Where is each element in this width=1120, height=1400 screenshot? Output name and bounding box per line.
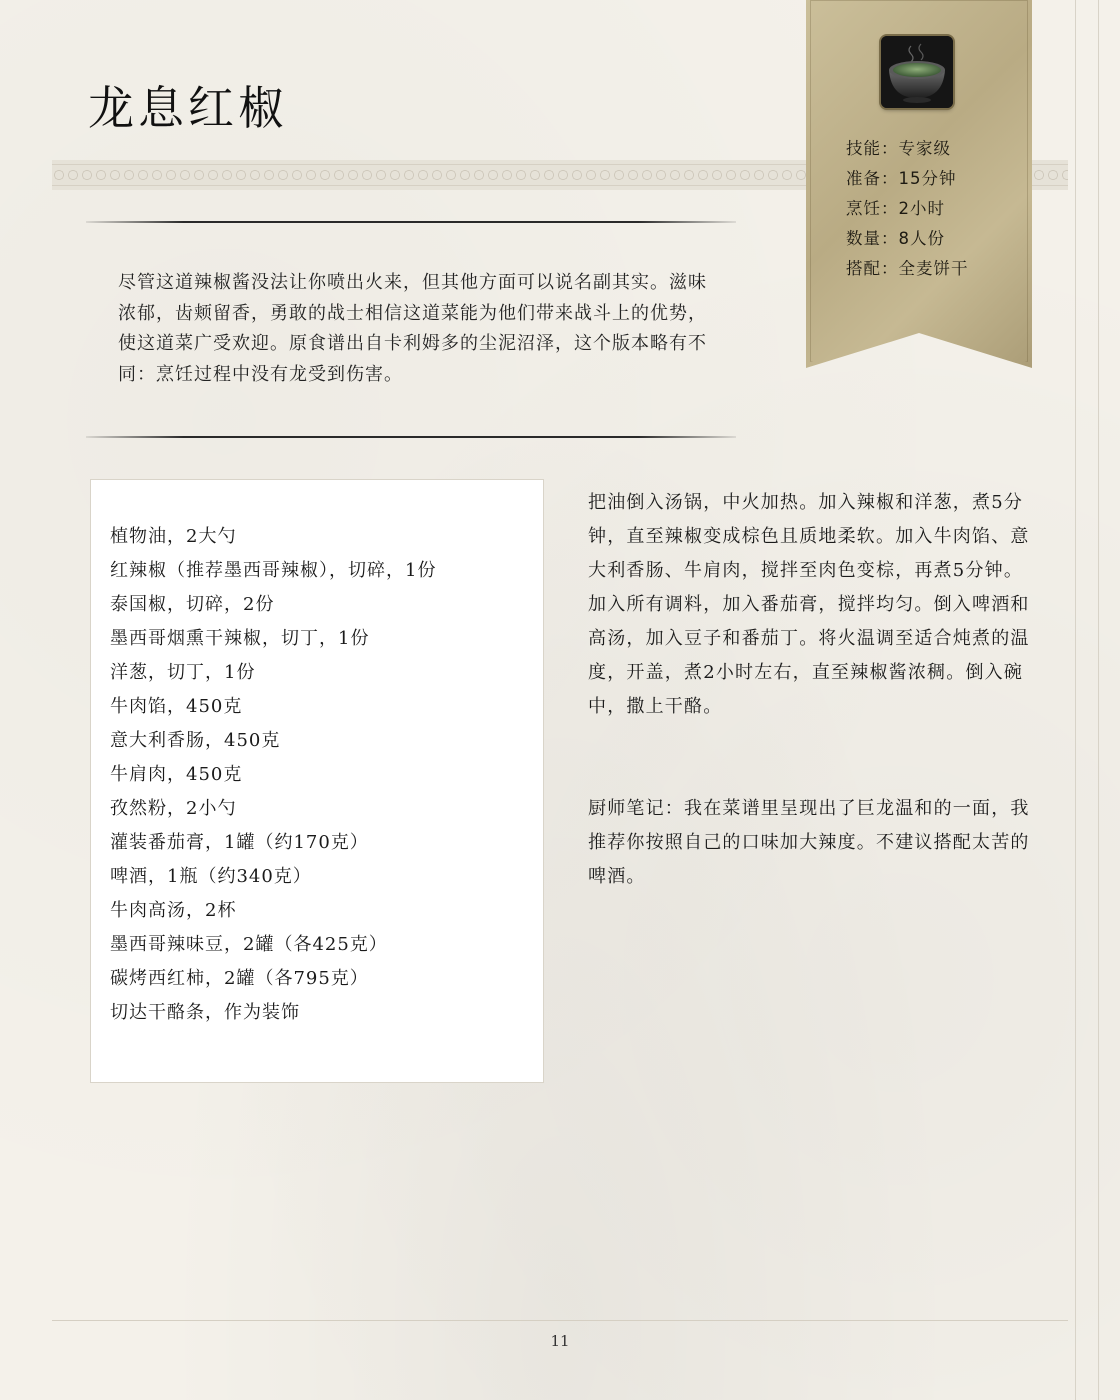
ingredient-item: 啤酒，1瓶（约340克） bbox=[110, 866, 312, 887]
stat-cook: 烹饪：2小时 bbox=[846, 199, 945, 218]
intro-top-divider bbox=[86, 221, 736, 223]
page-edge-rule bbox=[1098, 0, 1099, 1400]
page-number: 11 bbox=[550, 1332, 570, 1350]
stat-prep: 准备：15分钟 bbox=[846, 169, 957, 188]
ingredient-item: 切达干酪条，作为装饰 bbox=[110, 1002, 300, 1023]
ingredient-item: 洋葱，切丁，1份 bbox=[110, 662, 256, 683]
ingredient-item: 牛肩肉，450克 bbox=[110, 764, 243, 785]
stat-pairing: 搭配：全麦饼干 bbox=[846, 259, 969, 278]
chef-notes: 厨师笔记：我在菜谱里呈现出了巨龙温和的一面，我推荐你按照自己的口味加大辣度。不建议搭配太苦的啤酒。 bbox=[588, 798, 1030, 887]
stat-skill: 技能：专家级 bbox=[846, 139, 951, 158]
soup-bowl-icon bbox=[881, 36, 953, 108]
ingredient-item: 牛肉馅，450克 bbox=[110, 696, 243, 717]
page-edge-rule bbox=[1075, 0, 1076, 1400]
ingredients-list bbox=[110, 520, 436, 1030]
recipe-title: 龙息红椒 bbox=[88, 81, 288, 135]
ingredient-item: 孜然粉，2小勺 bbox=[110, 798, 237, 819]
ingredient-item: 泰国椒，切碎，2份 bbox=[110, 594, 275, 615]
intro-bottom-divider bbox=[86, 436, 736, 438]
stat-servings: 数量：8人份 bbox=[846, 229, 945, 248]
ingredient-item: 墨西哥辣味豆，2罐（各425克） bbox=[110, 934, 388, 955]
ingredient-item: 灌装番茄膏，1罐（约170克） bbox=[110, 832, 369, 853]
ingredient-item: 红辣椒（推荐墨西哥辣椒），切碎，1份 bbox=[110, 560, 437, 581]
recipe-intro: 尽管这道辣椒酱没法让你喷出火来，但其他方面可以说名副其实。滋味浓郁，齿颊留香，勇敢的战士相信这道菜能为他们带来战斗上的优势，使这道菜广受欢迎。原食谱出自卡利姆多的尘泥沼泽，这个版本略有不同：烹饪过程中没有龙受到伤害。 bbox=[118, 272, 707, 385]
footer-divider bbox=[52, 1320, 1068, 1321]
recipe-stats bbox=[846, 134, 969, 284]
ingredient-item: 墨西哥烟熏干辣椒，切丁，1份 bbox=[110, 628, 370, 649]
ingredient-item: 牛肉高汤，2杯 bbox=[110, 900, 237, 921]
ingredient-item: 意大利香肠，450克 bbox=[110, 730, 281, 751]
ingredient-item: 植物油，2大勺 bbox=[110, 526, 237, 547]
ingredient-item: 碳烤西红柿，2罐（各795克） bbox=[110, 968, 369, 989]
cooking-method: 把油倒入汤锅，中火加热。加入辣椒和洋葱，煮5分钟，直至辣椒变成棕色且质地柔软。加入牛肉馅、意大利香肠、牛肩肉，搅拌至肉色变棕，再煮5分钟。加入所有调料，加入番茄膏，搅拌均匀。倒入啤酒和高汤，加入豆子和番茄丁。将火温调至适合炖煮的温度，开盖，煮2小时左右，直至辣椒酱浓稠。倒入碗中，撒上干酪。 bbox=[588, 492, 1030, 717]
